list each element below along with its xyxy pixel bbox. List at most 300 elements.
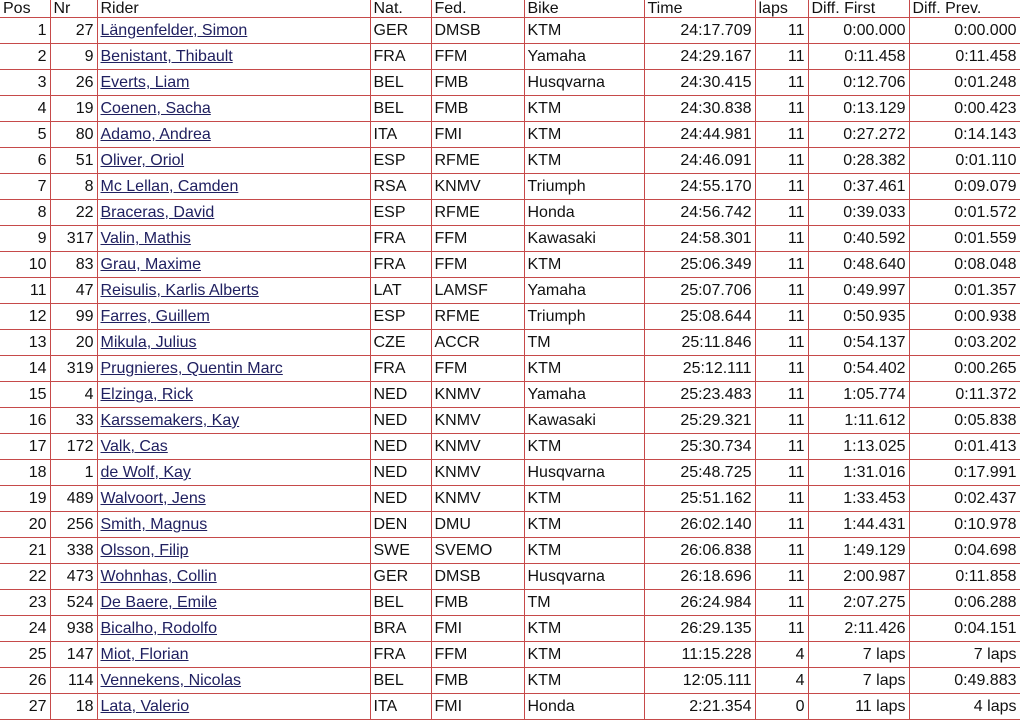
cell-bike: Husqvarna — [524, 70, 644, 96]
cell-bike: KTM — [524, 18, 644, 44]
cell-laps: 11 — [755, 174, 808, 200]
cell-nr: 338 — [50, 538, 97, 564]
cell-nat: ESP — [370, 148, 431, 174]
cell-laps: 11 — [755, 564, 808, 590]
cell-rider — [97, 434, 370, 460]
cell-laps: 11 — [755, 70, 808, 96]
cell-nat: RSA — [370, 174, 431, 200]
table-row — [0, 512, 1020, 538]
rider-link[interactable]: Benistant, Thibault — [100, 48, 233, 65]
cell-time: 2:21.354 — [644, 694, 755, 720]
rider-link[interactable]: Bicalho, Rodolfo — [100, 620, 218, 637]
cell-nat: CZE — [370, 330, 431, 356]
cell-nr: 51 — [50, 148, 97, 174]
cell-rider — [97, 122, 370, 148]
cell-rider — [97, 538, 370, 564]
cell-diff-prev: 0:11.858 — [909, 564, 1020, 590]
cell-fed: FMB — [431, 668, 524, 694]
cell-laps: 11 — [755, 148, 808, 174]
rider-link[interactable]: Olsson, Filip — [100, 542, 189, 559]
cell-nr: 8 — [50, 174, 97, 200]
cell-nr: 524 — [50, 590, 97, 616]
cell-laps: 11 — [755, 460, 808, 486]
cell-diff-prev: 0:06.288 — [909, 590, 1020, 616]
cell-rider — [97, 96, 370, 122]
cell-rider — [97, 304, 370, 330]
cell-fed: KNMV — [431, 434, 524, 460]
table-row — [0, 304, 1020, 330]
cell-diff-prev: 0:04.151 — [909, 616, 1020, 642]
cell-fed: LAMSF — [431, 278, 524, 304]
cell-pos: 19 — [0, 486, 50, 512]
cell-pos: 8 — [0, 200, 50, 226]
rider-link[interactable]: Lata, Valerio — [100, 698, 190, 715]
cell-nat: NED — [370, 434, 431, 460]
rider-link[interactable]: Valk, Cas — [100, 438, 168, 455]
cell-laps: 4 — [755, 642, 808, 668]
cell-diff-prev: 0:01.413 — [909, 434, 1020, 460]
rider-link[interactable]: Vennekens, Nicolas — [100, 672, 242, 689]
cell-diff-prev: 0:09.079 — [909, 174, 1020, 200]
rider-link[interactable]: Karssemakers, Kay — [100, 412, 240, 429]
cell-pos: 10 — [0, 252, 50, 278]
cell-nat: NED — [370, 486, 431, 512]
cell-pos: 25 — [0, 642, 50, 668]
table-row — [0, 252, 1020, 278]
rider-link[interactable]: Oliver, Oriol — [100, 152, 185, 169]
cell-pos: 27 — [0, 694, 50, 720]
cell-nr: 80 — [50, 122, 97, 148]
cell-diff-prev: 0:11.372 — [909, 382, 1020, 408]
cell-diff-first: 7 laps — [808, 668, 909, 694]
cell-time: 24:55.170 — [644, 174, 755, 200]
cell-fed: RFME — [431, 148, 524, 174]
cell-pos: 12 — [0, 304, 50, 330]
cell-nr: 9 — [50, 44, 97, 70]
rider-link[interactable]: Reisulis, Karlis Alberts — [100, 282, 259, 299]
cell-laps: 11 — [755, 200, 808, 226]
header-bike: Bike — [524, 0, 644, 18]
cell-rider — [97, 330, 370, 356]
cell-rider — [97, 200, 370, 226]
cell-rider — [97, 226, 370, 252]
cell-nat: FRA — [370, 226, 431, 252]
cell-bike: KTM — [524, 148, 644, 174]
cell-fed: FFM — [431, 44, 524, 70]
cell-diff-first: 1:44.431 — [808, 512, 909, 538]
cell-nr: 20 — [50, 330, 97, 356]
cell-diff-first: 0:40.592 — [808, 226, 909, 252]
cell-fed: FFM — [431, 226, 524, 252]
cell-fed: KNMV — [431, 382, 524, 408]
cell-rider — [97, 44, 370, 70]
table-row — [0, 486, 1020, 512]
cell-rider — [97, 460, 370, 486]
cell-rider — [97, 486, 370, 512]
rider-link[interactable]: Grau, Maxime — [100, 256, 201, 273]
header-diff-prev: Diff. Prev. — [909, 0, 1020, 18]
cell-rider — [97, 512, 370, 538]
cell-diff-prev: 0:10.978 — [909, 512, 1020, 538]
cell-bike: KTM — [524, 512, 644, 538]
cell-time: 25:51.162 — [644, 486, 755, 512]
cell-time: 26:06.838 — [644, 538, 755, 564]
cell-nat: NED — [370, 408, 431, 434]
cell-diff-prev: 0:01.572 — [909, 200, 1020, 226]
header-time: Time — [644, 0, 755, 18]
cell-rider — [97, 408, 370, 434]
cell-fed: FFM — [431, 356, 524, 382]
table-row — [0, 200, 1020, 226]
table-row — [0, 642, 1020, 668]
cell-nr: 47 — [50, 278, 97, 304]
cell-rider — [97, 642, 370, 668]
cell-laps: 4 — [755, 668, 808, 694]
cell-nr: 22 — [50, 200, 97, 226]
cell-nat: FRA — [370, 44, 431, 70]
cell-diff-first: 0:00.000 — [808, 18, 909, 44]
cell-laps: 11 — [755, 122, 808, 148]
table-row — [0, 694, 1020, 720]
cell-diff-first: 0:37.461 — [808, 174, 909, 200]
cell-time: 25:12.111 — [644, 356, 755, 382]
cell-laps: 11 — [755, 330, 808, 356]
cell-nat: NED — [370, 460, 431, 486]
cell-laps: 11 — [755, 538, 808, 564]
cell-time: 25:23.483 — [644, 382, 755, 408]
cell-time: 12:05.111 — [644, 668, 755, 694]
cell-bike: KTM — [524, 616, 644, 642]
cell-time: 24:58.301 — [644, 226, 755, 252]
cell-diff-prev: 0:04.698 — [909, 538, 1020, 564]
cell-laps: 11 — [755, 382, 808, 408]
rider-link[interactable]: Adamo, Andrea — [100, 126, 211, 143]
cell-time: 26:24.984 — [644, 590, 755, 616]
cell-bike: Yamaha — [524, 382, 644, 408]
table-row — [0, 174, 1020, 200]
cell-diff-first: 0:27.272 — [808, 122, 909, 148]
cell-fed: DMU — [431, 512, 524, 538]
cell-fed: FMI — [431, 694, 524, 720]
cell-fed: FMI — [431, 122, 524, 148]
cell-fed: FMI — [431, 616, 524, 642]
cell-bike: KTM — [524, 252, 644, 278]
table-row — [0, 434, 1020, 460]
cell-rider — [97, 70, 370, 96]
cell-bike: KTM — [524, 434, 644, 460]
cell-pos: 21 — [0, 538, 50, 564]
cell-bike: Triumph — [524, 304, 644, 330]
table-row — [0, 70, 1020, 96]
cell-laps: 11 — [755, 44, 808, 70]
cell-diff-first: 0:49.997 — [808, 278, 909, 304]
cell-laps: 11 — [755, 18, 808, 44]
rider-link[interactable]: Coenen, Sacha — [100, 100, 211, 117]
cell-nat: SWE — [370, 538, 431, 564]
cell-diff-first: 0:54.402 — [808, 356, 909, 382]
cell-rider — [97, 382, 370, 408]
cell-rider — [97, 278, 370, 304]
cell-diff-first: 1:33.453 — [808, 486, 909, 512]
rider-link[interactable]: Valin, Mathis — [100, 230, 191, 247]
cell-rider — [97, 356, 370, 382]
cell-bike: TM — [524, 330, 644, 356]
cell-diff-first: 1:13.025 — [808, 434, 909, 460]
cell-pos: 18 — [0, 460, 50, 486]
cell-laps: 11 — [755, 408, 808, 434]
cell-laps: 11 — [755, 616, 808, 642]
rider-link[interactable]: Smith, Magnus — [100, 516, 208, 533]
cell-nat: BRA — [370, 616, 431, 642]
cell-time: 25:29.321 — [644, 408, 755, 434]
rider-link[interactable]: Farres, Guillem — [100, 308, 210, 325]
cell-fed: RFME — [431, 200, 524, 226]
cell-diff-first: 1:11.612 — [808, 408, 909, 434]
rider-link[interactable]: Walvoort, Jens — [100, 490, 206, 507]
cell-diff-first: 0:50.935 — [808, 304, 909, 330]
cell-laps: 11 — [755, 434, 808, 460]
cell-time: 25:08.644 — [644, 304, 755, 330]
cell-nat: ITA — [370, 694, 431, 720]
cell-bike: KTM — [524, 122, 644, 148]
cell-fed: RFME — [431, 304, 524, 330]
cell-nat: BEL — [370, 590, 431, 616]
header-nat: Nat. — [370, 0, 431, 18]
cell-nr: 256 — [50, 512, 97, 538]
cell-bike: Kawasaki — [524, 226, 644, 252]
cell-diff-prev: 0:08.048 — [909, 252, 1020, 278]
rider-link[interactable]: de Wolf, Kay — [100, 464, 191, 481]
cell-diff-prev: 0:14.143 — [909, 122, 1020, 148]
cell-diff-prev: 0:01.110 — [909, 148, 1020, 174]
cell-nr: 33 — [50, 408, 97, 434]
table-row — [0, 96, 1020, 122]
table-row — [0, 564, 1020, 590]
cell-diff-prev: 0:00.938 — [909, 304, 1020, 330]
table-row — [0, 278, 1020, 304]
cell-nr: 938 — [50, 616, 97, 642]
cell-diff-first: 1:49.129 — [808, 538, 909, 564]
cell-fed: FFM — [431, 252, 524, 278]
cell-fed: FMB — [431, 96, 524, 122]
cell-pos: 11 — [0, 278, 50, 304]
cell-nr: 99 — [50, 304, 97, 330]
cell-diff-first: 0:13.129 — [808, 96, 909, 122]
cell-pos: 24 — [0, 616, 50, 642]
cell-bike: KTM — [524, 668, 644, 694]
cell-diff-first: 0:11.458 — [808, 44, 909, 70]
cell-nat: GER — [370, 564, 431, 590]
header-diff-first: Diff. First — [808, 0, 909, 18]
cell-fed: FMB — [431, 70, 524, 96]
cell-nr: 4 — [50, 382, 97, 408]
cell-diff-first: 2:07.275 — [808, 590, 909, 616]
table-row — [0, 590, 1020, 616]
rider-link[interactable]: De Baere, Emile — [100, 594, 217, 611]
results-body — [0, 18, 1020, 720]
cell-rider — [97, 18, 370, 44]
cell-time: 24:46.091 — [644, 148, 755, 174]
cell-pos: 6 — [0, 148, 50, 174]
rider-link[interactable]: Mc Lellan, Camden — [100, 178, 239, 195]
cell-diff-prev: 0:01.357 — [909, 278, 1020, 304]
cell-nat: BEL — [370, 96, 431, 122]
header-fed: Fed. — [431, 0, 524, 18]
cell-bike: KTM — [524, 96, 644, 122]
cell-nr: 1 — [50, 460, 97, 486]
cell-diff-prev: 7 laps — [909, 642, 1020, 668]
table-row — [0, 460, 1020, 486]
cell-nat: ESP — [370, 200, 431, 226]
cell-fed: KNMV — [431, 408, 524, 434]
cell-diff-prev: 0:02.437 — [909, 486, 1020, 512]
cell-nr: 473 — [50, 564, 97, 590]
table-row — [0, 668, 1020, 694]
cell-pos: 13 — [0, 330, 50, 356]
cell-diff-first: 11 laps — [808, 694, 909, 720]
cell-bike: Yamaha — [524, 278, 644, 304]
cell-pos: 4 — [0, 96, 50, 122]
table-row — [0, 44, 1020, 70]
cell-diff-first: 2:00.987 — [808, 564, 909, 590]
table-row — [0, 538, 1020, 564]
cell-fed: DMSB — [431, 18, 524, 44]
cell-nr: 18 — [50, 694, 97, 720]
rider-link[interactable]: Längenfelder, Simon — [100, 22, 248, 39]
cell-nat: FRA — [370, 356, 431, 382]
cell-bike: Kawasaki — [524, 408, 644, 434]
cell-fed: KNMV — [431, 460, 524, 486]
cell-fed: FMB — [431, 590, 524, 616]
cell-nr: 319 — [50, 356, 97, 382]
cell-diff-first: 7 laps — [808, 642, 909, 668]
table-row — [0, 330, 1020, 356]
header-laps: laps — [755, 0, 808, 18]
cell-fed: ACCR — [431, 330, 524, 356]
cell-diff-prev: 0:17.991 — [909, 460, 1020, 486]
rider-link[interactable]: Miot, Florian — [100, 646, 189, 663]
cell-laps: 0 — [755, 694, 808, 720]
cell-time: 25:11.846 — [644, 330, 755, 356]
cell-pos: 3 — [0, 70, 50, 96]
rider-link[interactable]: Prugnieres, Quentin Marc — [100, 360, 283, 377]
cell-rider — [97, 694, 370, 720]
cell-bike: Honda — [524, 200, 644, 226]
cell-nat: FRA — [370, 642, 431, 668]
cell-bike: Triumph — [524, 174, 644, 200]
table-row — [0, 18, 1020, 44]
cell-nr: 114 — [50, 668, 97, 694]
cell-time: 26:18.696 — [644, 564, 755, 590]
cell-fed: FFM — [431, 642, 524, 668]
cell-diff-prev: 0:00.265 — [909, 356, 1020, 382]
cell-time: 24:30.838 — [644, 96, 755, 122]
table-row — [0, 408, 1020, 434]
cell-bike: Honda — [524, 694, 644, 720]
cell-bike: Yamaha — [524, 44, 644, 70]
cell-bike: Husqvarna — [524, 460, 644, 486]
cell-time: 24:17.709 — [644, 18, 755, 44]
cell-time: 25:48.725 — [644, 460, 755, 486]
rider-link[interactable]: Wohnhas, Collin — [100, 568, 217, 585]
cell-pos: 2 — [0, 44, 50, 70]
cell-diff-prev: 0:03.202 — [909, 330, 1020, 356]
cell-time: 25:07.706 — [644, 278, 755, 304]
cell-pos: 5 — [0, 122, 50, 148]
rider-link[interactable]: Braceras, David — [100, 204, 215, 221]
cell-laps: 11 — [755, 96, 808, 122]
cell-rider — [97, 590, 370, 616]
cell-nat: DEN — [370, 512, 431, 538]
cell-pos: 15 — [0, 382, 50, 408]
cell-diff-first: 0:12.706 — [808, 70, 909, 96]
cell-laps: 11 — [755, 356, 808, 382]
cell-diff-prev: 0:05.838 — [909, 408, 1020, 434]
rider-link[interactable]: Elzinga, Rick — [100, 386, 193, 403]
cell-rider — [97, 668, 370, 694]
cell-pos: 17 — [0, 434, 50, 460]
cell-laps: 11 — [755, 278, 808, 304]
cell-bike: KTM — [524, 642, 644, 668]
cell-diff-first: 0:54.137 — [808, 330, 909, 356]
cell-diff-prev: 0:49.883 — [909, 668, 1020, 694]
table-row — [0, 356, 1020, 382]
cell-diff-first: 0:39.033 — [808, 200, 909, 226]
rider-link[interactable]: Mikula, Julius — [100, 334, 197, 351]
header-nr: Nr — [50, 0, 97, 18]
cell-time: 26:02.140 — [644, 512, 755, 538]
cell-diff-prev: 0:11.458 — [909, 44, 1020, 70]
cell-pos: 23 — [0, 590, 50, 616]
table-row — [0, 382, 1020, 408]
cell-time: 11:15.228 — [644, 642, 755, 668]
cell-nat: BEL — [370, 70, 431, 96]
cell-laps: 11 — [755, 304, 808, 330]
table-row — [0, 616, 1020, 642]
cell-fed: SVEMO — [431, 538, 524, 564]
cell-pos: 9 — [0, 226, 50, 252]
cell-diff-prev: 4 laps — [909, 694, 1020, 720]
cell-nr: 83 — [50, 252, 97, 278]
cell-time: 24:56.742 — [644, 200, 755, 226]
cell-nat: BEL — [370, 668, 431, 694]
rider-link[interactable]: Everts, Liam — [100, 74, 190, 91]
cell-laps: 11 — [755, 590, 808, 616]
cell-diff-first: 1:05.774 — [808, 382, 909, 408]
cell-time: 25:30.734 — [644, 434, 755, 460]
cell-pos: 26 — [0, 668, 50, 694]
header-rider: Rider — [97, 0, 370, 18]
cell-diff-first: 1:31.016 — [808, 460, 909, 486]
cell-laps: 11 — [755, 226, 808, 252]
cell-rider — [97, 148, 370, 174]
cell-time: 24:30.415 — [644, 70, 755, 96]
cell-laps: 11 — [755, 486, 808, 512]
cell-fed: KNMV — [431, 174, 524, 200]
cell-bike: TM — [524, 590, 644, 616]
cell-pos: 16 — [0, 408, 50, 434]
cell-pos: 1 — [0, 18, 50, 44]
cell-nat: ITA — [370, 122, 431, 148]
cell-nat: LAT — [370, 278, 431, 304]
cell-bike: Husqvarna — [524, 564, 644, 590]
header-row — [0, 0, 1020, 18]
cell-pos: 14 — [0, 356, 50, 382]
cell-diff-prev: 0:01.248 — [909, 70, 1020, 96]
cell-diff-first: 0:48.640 — [808, 252, 909, 278]
cell-time: 25:06.349 — [644, 252, 755, 278]
cell-pos: 7 — [0, 174, 50, 200]
